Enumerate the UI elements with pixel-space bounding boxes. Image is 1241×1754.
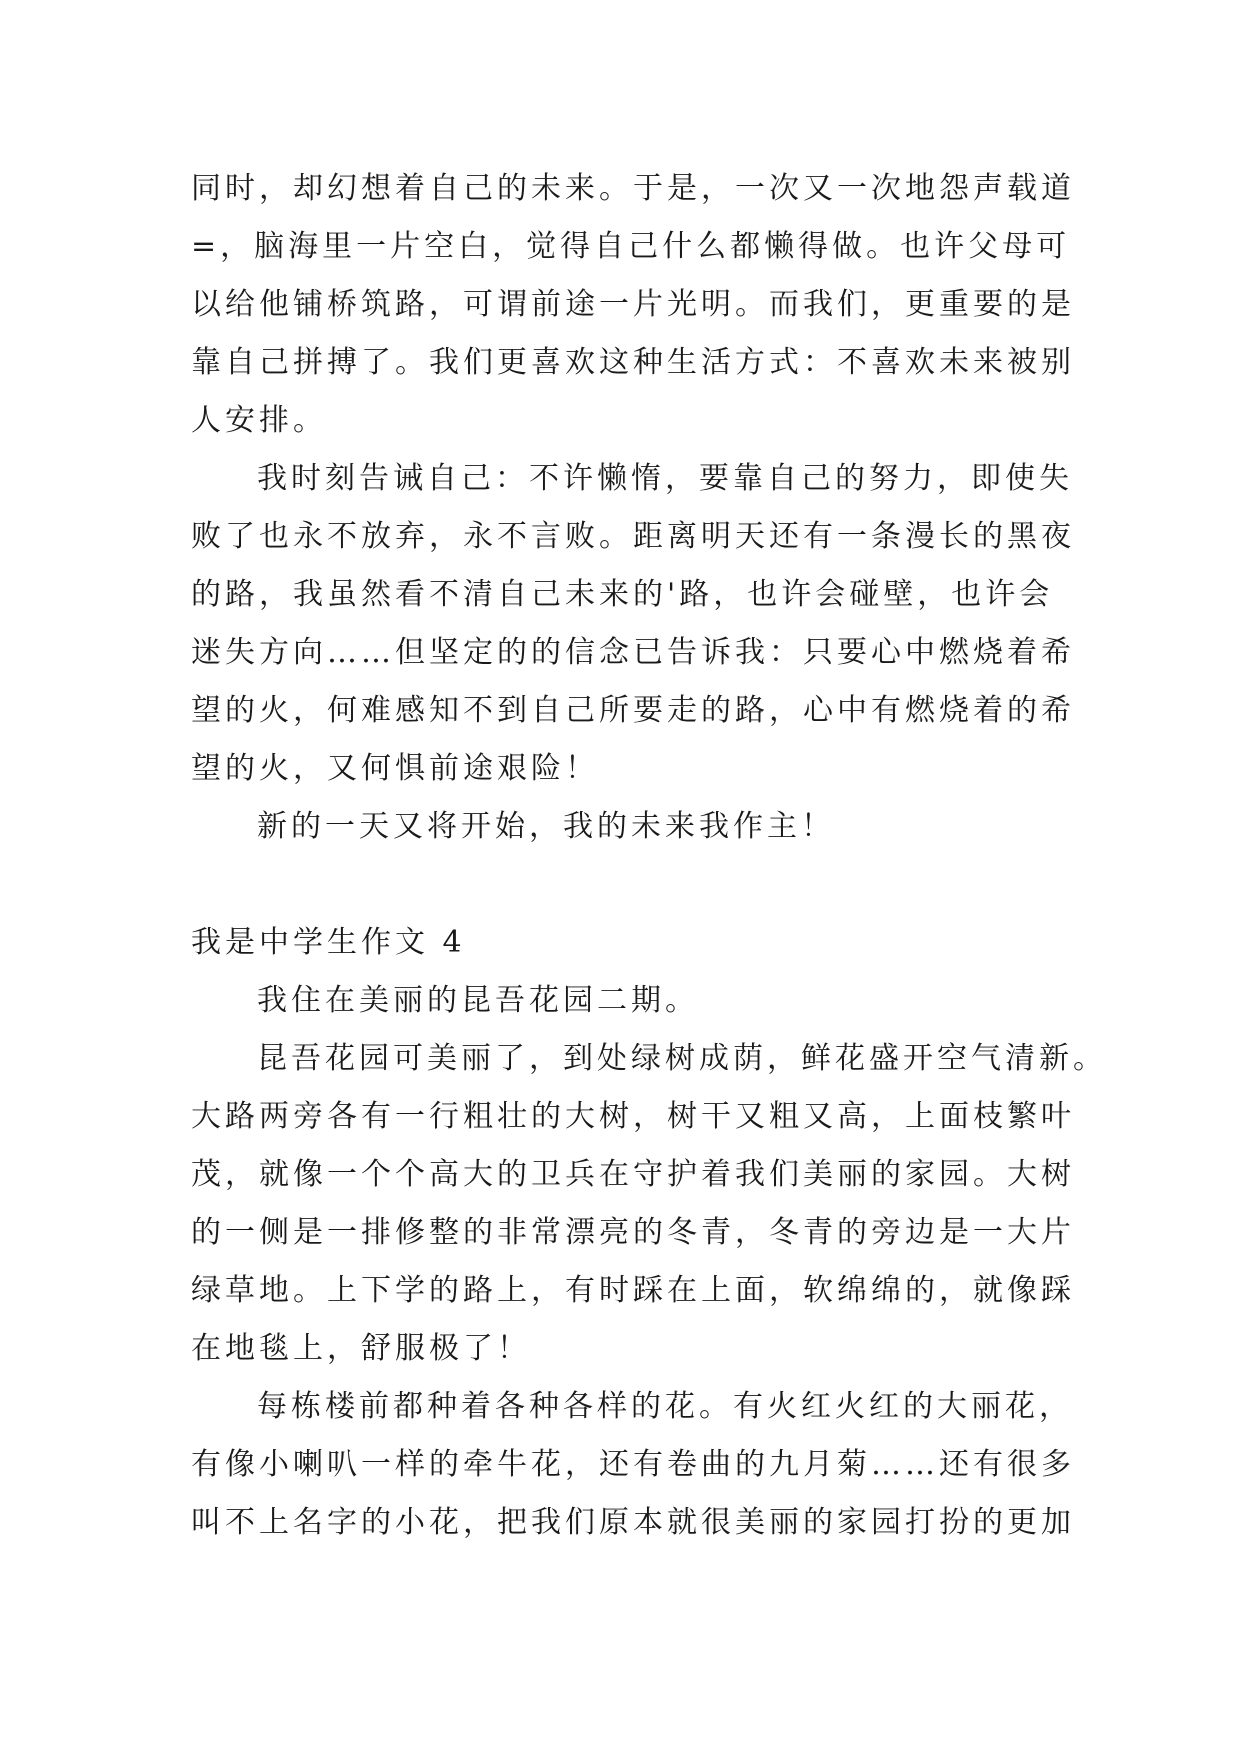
text-line: 靠自己拼搏了。我们更喜欢这种生活方式：不喜欢未来被别 xyxy=(191,345,1075,380)
text-line: 有像小喇叭一样的牵牛花，还有卷曲的九月菊……还有很多 xyxy=(191,1447,1075,1482)
text-line: 望的火，又何惧前途艰险！ xyxy=(191,751,599,786)
section-gap xyxy=(191,856,1051,914)
paragraph-first-line: 我住在美丽的昆吾花园二期。 xyxy=(257,983,699,1018)
text-line: 败了也永不放弃，永不言败。距离明天还有一条漫长的黑夜 xyxy=(191,519,1075,554)
text-line: 的路，我虽然看不清自己未来的'路，也许会碰壁，也许会 xyxy=(191,577,1054,612)
text-line: 绿草地。上下学的路上，有时踩在上面，软绵绵的，就像踩 xyxy=(191,1273,1075,1308)
paragraph-first-line: 每栋楼前都种着各种各样的花。有火红火红的大丽花， xyxy=(257,1389,1073,1424)
text-line: 以给他铺桥筑路，可谓前途一片光明。而我们，更重要的是 xyxy=(191,287,1075,322)
text-line: 在地毯上，舒服极了！ xyxy=(191,1331,531,1366)
text-line: 的一侧是一排修整的非常漂亮的冬青，冬青的旁边是一大片 xyxy=(191,1215,1075,1250)
text-line: 同时，却幻想着自己的未来。于是，一次又一次地怨声载道 xyxy=(191,171,1075,206)
text-line: 迷失方向……但坚定的的信念已告诉我：只要心中燃烧着希 xyxy=(191,635,1075,670)
paragraph-first-line: 新的一天又将开始，我的未来我作主！ xyxy=(257,809,835,844)
paragraph-first-line: 我时刻告诫自己：不许懒惰，要靠自己的努力，即使失 xyxy=(257,461,1073,496)
section-title: 我是中学生作文 4 xyxy=(191,925,466,960)
text-line: 大路两旁各有一行粗壮的大树，树干又粗又高，上面枝繁叶 xyxy=(191,1099,1075,1134)
essay-body xyxy=(191,160,1107,1552)
paragraph-first-line: 昆吾花园可美丽了，到处绿树成荫，鲜花盛开空气清新。 xyxy=(257,1041,1107,1076)
text-line: 叫不上名字的小花，把我们原本就很美丽的家园打扮的更加 xyxy=(191,1505,1075,1540)
text-line: 茂，就像一个个高大的卫兵在守护着我们美丽的家园。大树 xyxy=(191,1157,1075,1192)
text-line: 望的火，何难感知不到自己所要走的路，心中有燃烧着的希 xyxy=(191,693,1075,728)
text-line: =，脑海里一片空白，觉得自己什么都懒得做。也许父母可 xyxy=(191,229,1071,264)
text-line: 人安排。 xyxy=(191,403,327,438)
